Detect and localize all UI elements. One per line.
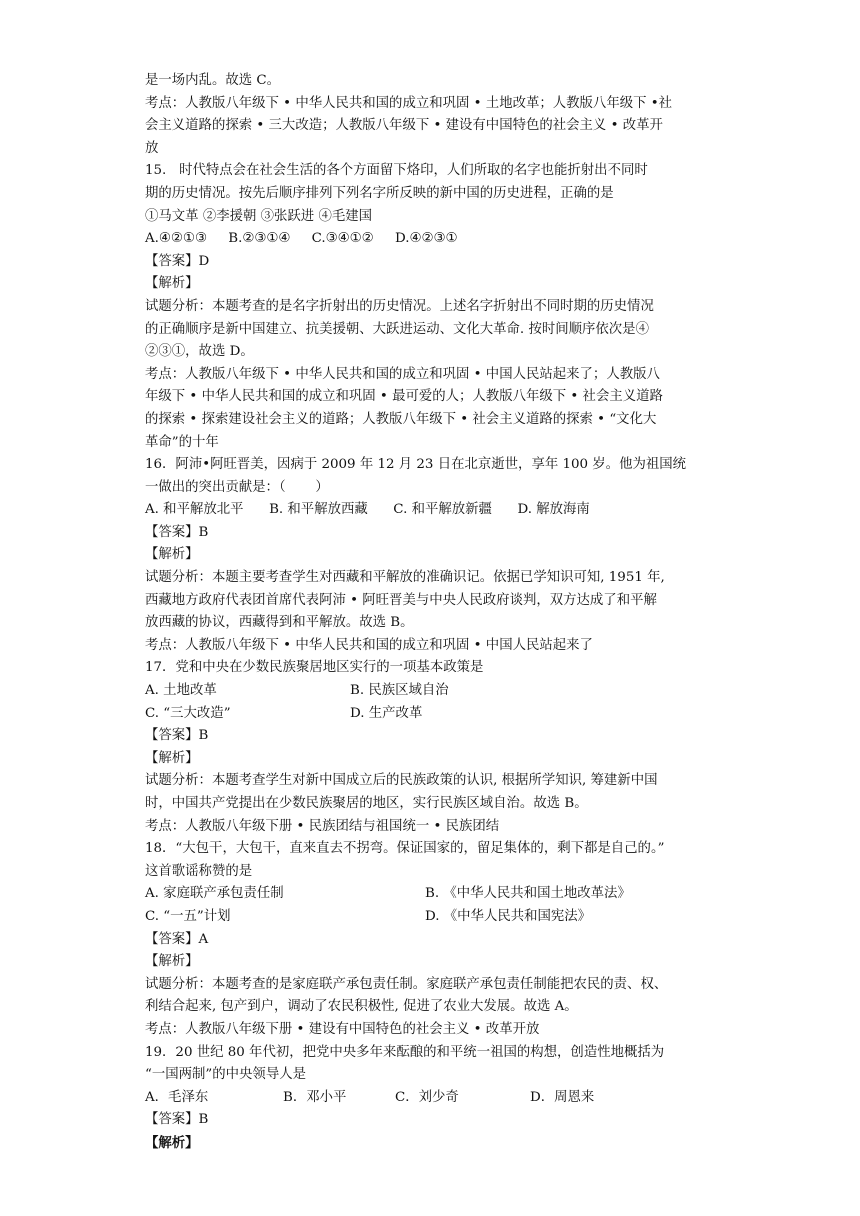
document-page	[145, 70, 715, 1155]
analysis-label: 【解析】	[145, 276, 199, 292]
option-b: B．邓小平	[283, 1089, 347, 1105]
question-16-stem: 16．阿沛•阿旺晋美，因病于 2009 年 12 月 23 日在北京逝世，享年 100 岁。他为祖国统	[145, 457, 687, 473]
option-c: C. “一五”计划	[145, 908, 231, 924]
answer-label: 【答案】B	[145, 728, 209, 744]
knowledge-point: 革命”的十年	[145, 434, 219, 450]
option-a: A. 家庭联产承包责任制	[145, 886, 284, 902]
option-b: B. 民族区域自治	[350, 683, 449, 699]
option-d: D．周恩来	[530, 1089, 595, 1105]
analysis-label: 【解析】	[145, 1134, 199, 1151]
question-18-options-row	[145, 906, 715, 929]
analysis-text: 时，中国共产党提出在少数民族聚居的地区，实行民族区域自治。故选 B。	[145, 796, 588, 811]
question-17-stem: 17．党和中央在少数民族聚居地区实行的一项基本政策是	[145, 660, 484, 676]
analysis-text: 西藏地方政府代表团首席代表阿沛 • 阿旺晋美与中央人民政府谈判，双方达成了和平解	[145, 592, 657, 608]
analysis-text: 放西藏的协议，西藏得到和平解放。故选 B。	[145, 615, 414, 631]
answer-label: 【答案】B	[145, 524, 209, 540]
knowledge-point: 的探索 • 探索建设社会主义的道路；人教版八年级下 • 社会主义道路的探索 • “文化大	[145, 411, 657, 427]
option-b: B. 《中华人民共和国土地改革法》	[425, 886, 631, 902]
analysis-text: 试题分析：本题主要考查学生对西藏和平解放的准确识记。依据已学知识可知, 1951 年,	[145, 570, 665, 586]
analysis-label: 【解析】	[145, 954, 199, 970]
analysis-text: ②③①，故选 D。	[145, 344, 254, 360]
knowledge-point: 考点：人教版八年级下册 • 民族团结与祖国统一 • 民族团结	[145, 818, 500, 834]
knowledge-point: 考点：人教版八年级下 • 中华人民共和国的成立和巩固 • 中国人民站起来了；人教版八	[145, 366, 660, 382]
question-18-stem: 18．“大包干，大包干，直来直去不拐弯。保证国家的，留足集体的，剩下都是自己的。”	[145, 841, 665, 857]
option-a: A. 土地改革	[145, 683, 217, 699]
question-16-stem: 一做出的突出贡献是：（ ）	[145, 479, 329, 495]
option-c: C．刘少奇	[395, 1089, 459, 1105]
option-a: A．毛泽东	[145, 1089, 209, 1105]
question-15-stem: ①马文革 ②李援朝 ③张跃进 ④毛建国	[145, 208, 373, 224]
text-line: 是一场内乱。故选 C。	[145, 73, 281, 88]
answer-label: 【答案】A	[145, 931, 209, 947]
question-16-options: A. 和平解放北平 B. 和平解放西藏 C. 和平解放新疆 D. 解放海南	[145, 502, 590, 518]
knowledge-point: 考点：人教版八年级下册 • 建设有中国特色的社会主义 • 改革开放	[145, 1021, 540, 1037]
analysis-text: 试题分析：本题考查的是名字折射出的历史情况。上述名字折射出不同时期的历史情况	[145, 298, 654, 314]
analysis-text: 利结合起来, 包产到户，调动了农民积极性, 促进了农业大发展。故选 A。	[145, 999, 578, 1015]
text-line: 放	[145, 140, 159, 156]
analysis-label: 【解析】	[145, 547, 199, 563]
question-17-options-row	[145, 703, 715, 726]
answer-label: 【答案】D	[145, 253, 210, 269]
analysis-text: 的正确顺序是新中国建立、抗美援朝、大跃进运动、文化大革命. 按时间顺序依次是④	[145, 321, 649, 337]
analysis-text: 试题分析：本题考查学生对新中国成立后的民族政策的认识, 根据所学知识, 筹建新中国	[145, 773, 658, 789]
question-15-stem: 期的历史情况。按先后顺序排列下列名字所反映的新中国的历史进程，正确的是	[145, 185, 614, 201]
knowledge-point: 考点：人教版八年级下 • 中华人民共和国的成立和巩固 • 中国人民站起来了	[145, 637, 593, 653]
question-19-options-row	[145, 1087, 715, 1110]
option-d: D. 《中华人民共和国宪法》	[425, 908, 592, 924]
question-17-options-row	[145, 680, 715, 703]
analysis-label: 【解析】	[145, 750, 199, 766]
question-19-stem: 19．20 世纪 80 年代初，把党中央多年来酝酿的和平统一祖国的构想，创造性地概括为	[145, 1044, 665, 1060]
question-15-options: A.④②①③ B.②③①④ C.③④①② D.④②③①	[145, 231, 458, 247]
analysis-text: 试题分析：本题考查的是家庭联产承包责任制。家庭联产承包责任制能把农民的责、权、	[145, 976, 668, 992]
text-line: 考点：人教版八年级下 • 中华人民共和国的成立和巩固 • 土地改革；人教版八年级下 •社	[145, 95, 673, 111]
option-d: D. 生产改革	[350, 705, 423, 721]
knowledge-point: 年级下 • 中华人民共和国的成立和巩固 • 最可爱的人；人教版八年级下 • 社会主义道路	[145, 389, 663, 405]
option-c: C. “三大改造”	[145, 705, 231, 721]
answer-label: 【答案】B	[145, 1112, 209, 1128]
text-line: 会主义道路的探索 • 三大改造；人教版八年级下 • 建设有中国特色的社会主义 • 改革开	[145, 118, 663, 134]
question-15-stem: 15. 时代特点会在社会生活的各个方面留下烙印，人们所取的名字也能折射出不同时	[145, 163, 648, 179]
question-18-options-row	[145, 883, 715, 906]
question-19-stem: “一国两制”的中央领导人是	[145, 1067, 306, 1083]
question-18-stem: 这首歌谣称赞的是	[145, 863, 253, 879]
